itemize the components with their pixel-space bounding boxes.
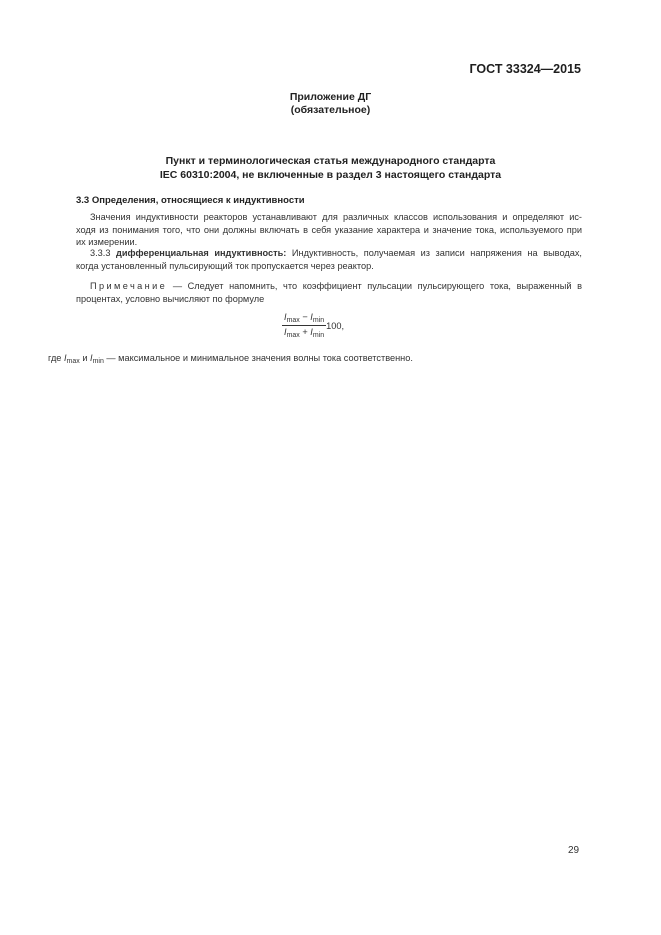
formula-explanation: где $I_{max}$ и $I_{min}$ — максимальное и минимальное значения волны тока соответственно. <box>48 353 413 365</box>
section-title-line2: IEC 60310:2004, не включенные в раздел 3 настоящего стандарта <box>159 169 502 181</box>
note-text: процентах, условно вычисляют по формуле <box>76 293 265 304</box>
clause-heading: 3.3 Определения, относящиеся к индуктивности <box>76 195 305 206</box>
page-number: 29 <box>568 845 580 856</box>
numerator: $I_{max} - I_{min}$ <box>284 312 325 324</box>
term-definition-text: когда установленный пульсирующий ток пропускается через реактор. <box>76 260 374 271</box>
term-definition-text: Индуктивность, получаемая из записи напряжения на выводах, <box>286 248 582 258</box>
note-label: Примечание <box>90 281 168 291</box>
multiplier: 100, <box>326 320 345 331</box>
fraction <box>282 312 326 339</box>
paragraph-line: ходя из понимания того, что они должны включать в себя указание характера и значение тока, используемого при <box>76 224 582 235</box>
paragraph-line: Значения индуктивности реакторов устанавливают для различных классов использования и определяют ис- <box>90 212 582 222</box>
document-number: ГОСТ 33324—2015 <box>469 62 581 76</box>
note-text: — Следует напомнить, что коэффициент пульсации пульсирующего тока, выраженный в <box>167 281 582 291</box>
note <box>76 280 582 305</box>
paragraph-line: их измерении. <box>76 237 138 247</box>
paragraph-inductance-values <box>76 211 582 249</box>
term-number: 3.3.3 <box>90 248 111 258</box>
ripple-formula <box>282 312 344 339</box>
term-name: дифференциальная индуктивность: <box>116 248 287 258</box>
term-definition <box>76 247 582 272</box>
appendix-title: Приложение ДГ <box>289 91 372 103</box>
denominator: $I_{max} + I_{min}$ <box>284 327 325 339</box>
appendix-status: (обязательное) <box>290 104 371 116</box>
section-title-line1: Пункт и терминологическая статья международного стандарта <box>165 155 496 167</box>
